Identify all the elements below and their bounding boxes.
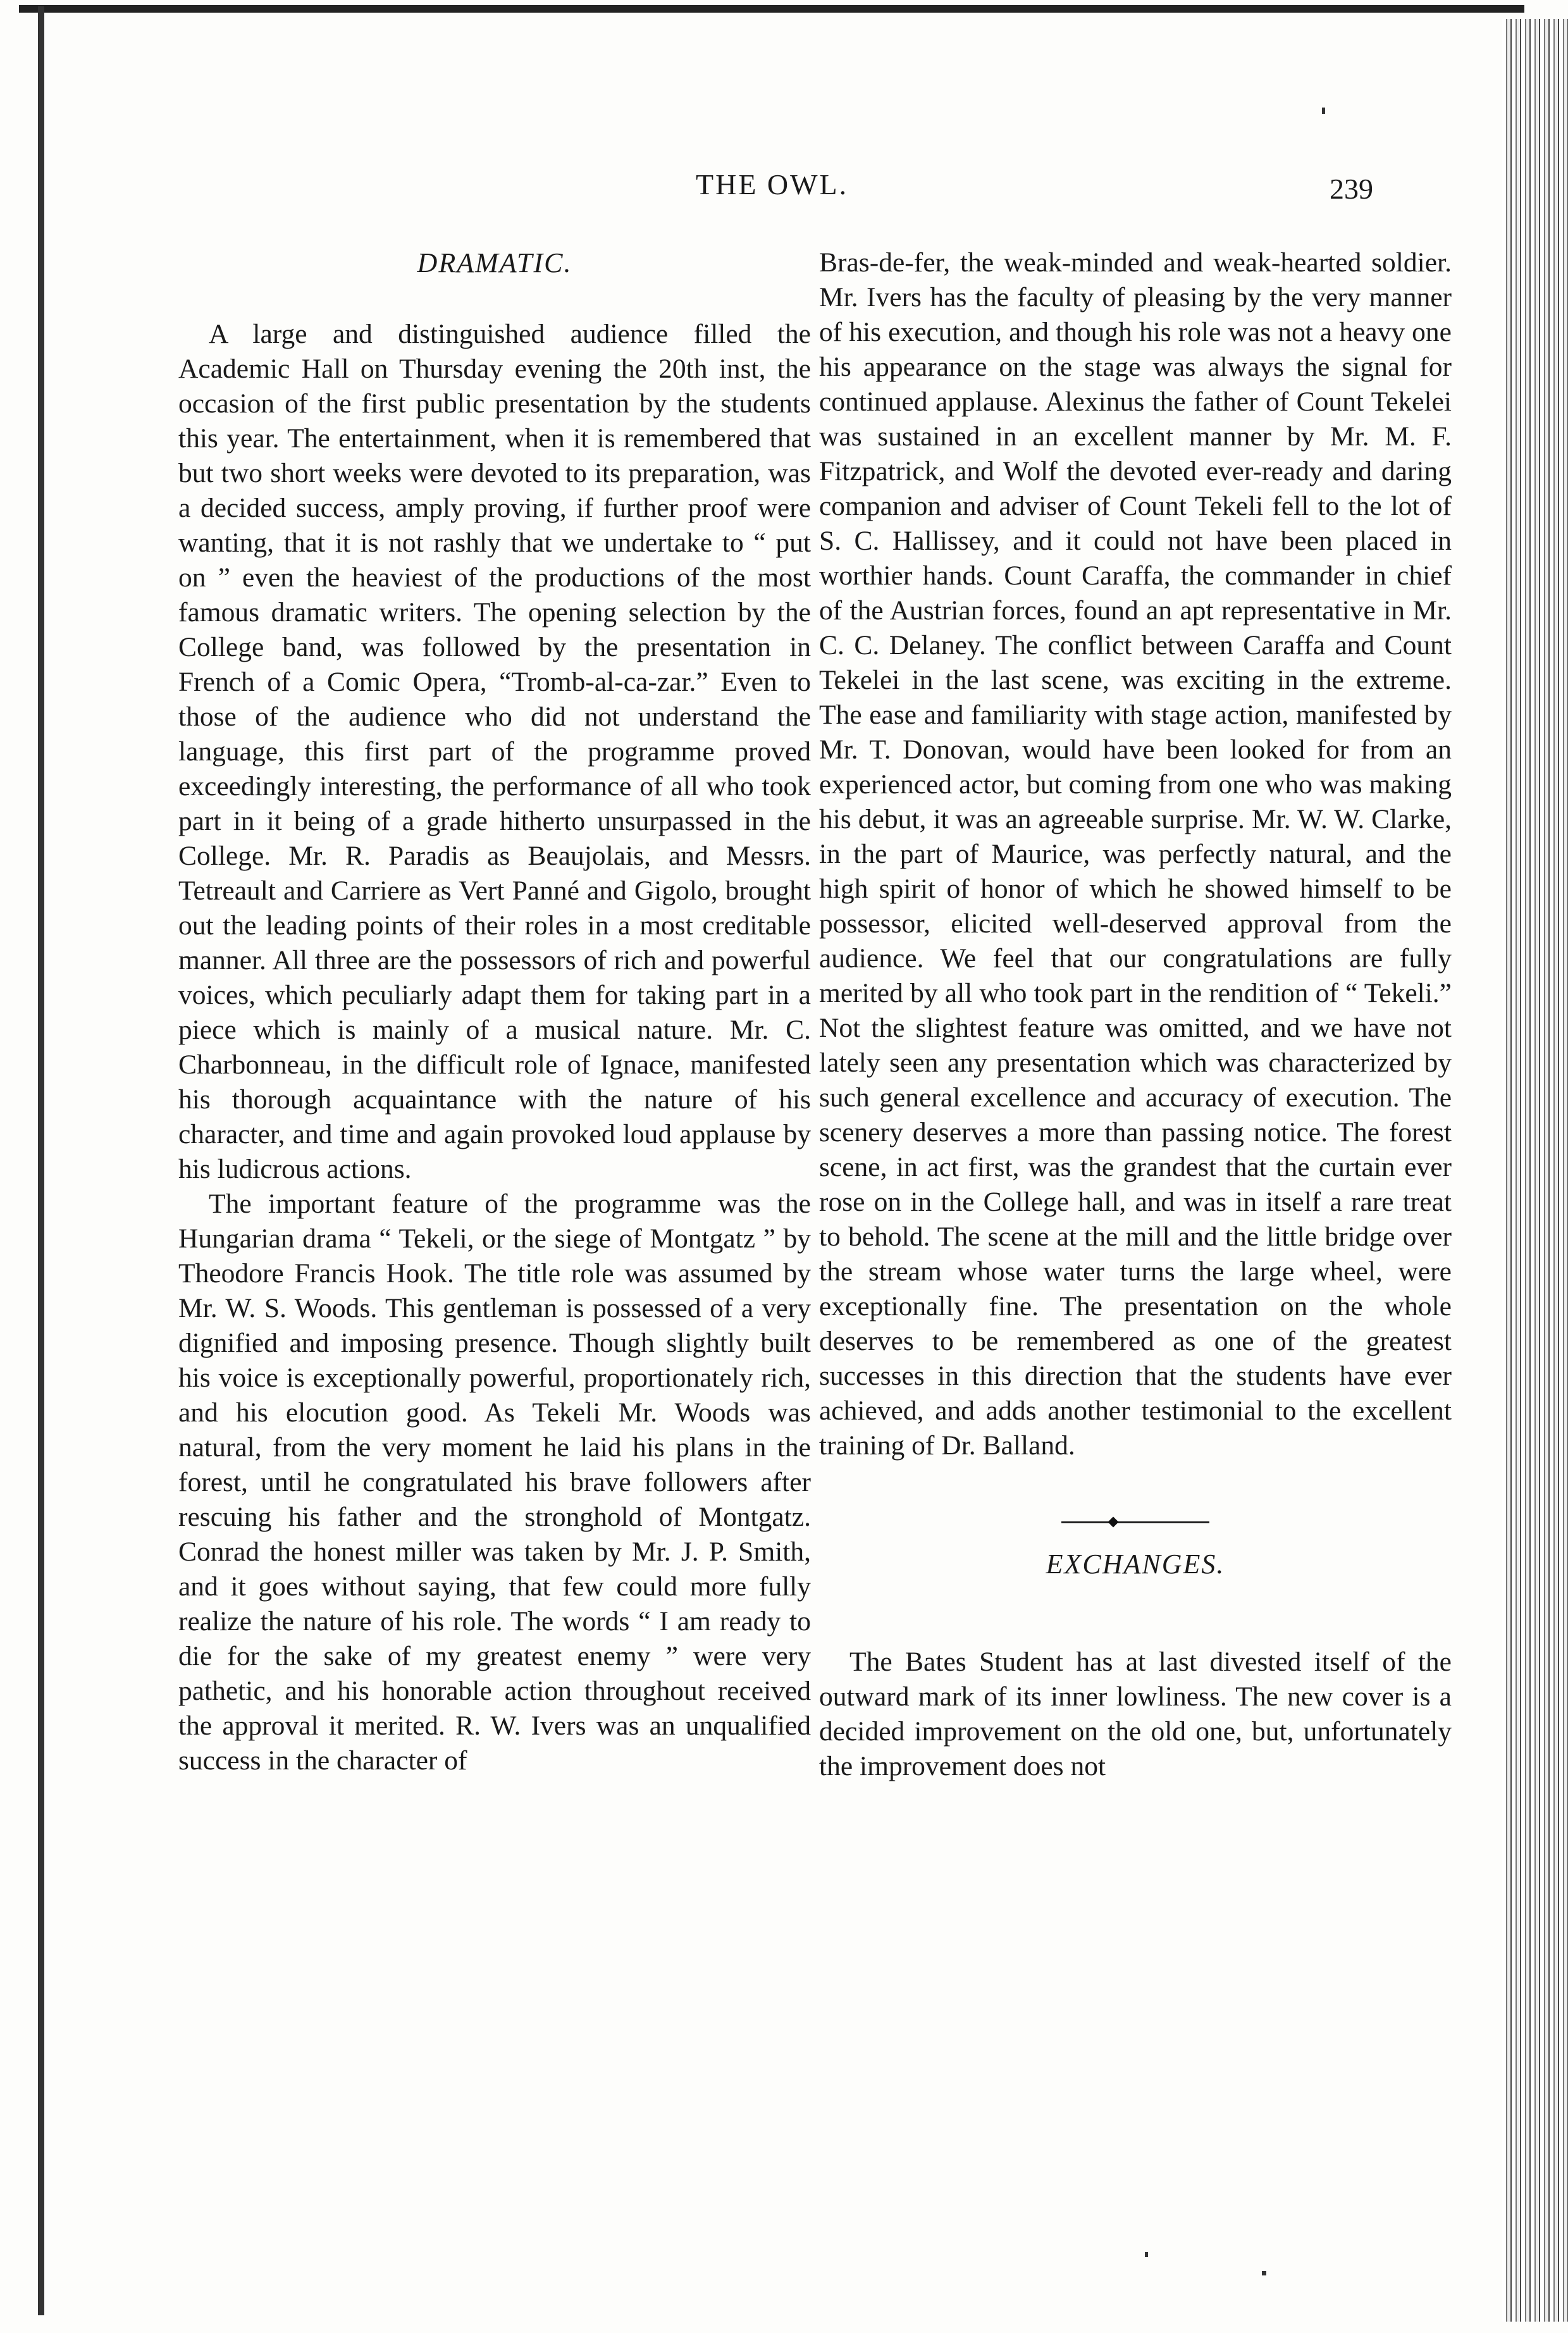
scan-speck <box>1322 108 1325 114</box>
section-title-exchanges: EXCHANGES. <box>1046 1549 1225 1580</box>
section-title-dramatic: DRAMATIC. <box>417 247 572 278</box>
scan-speck <box>1262 2271 1266 2275</box>
section-divider-ornament <box>819 1502 1452 1518</box>
paragraph: Bras-de-fer, the weak-minded and weak-hearted soldier. Mr. Ivers has the faculty of pleasing by the very manner of his execution, and though his role was not a heavy one his appearance on the stage was always the signal for continued applause. Alexinus the father of Count Tekelei was sustained in an excellent manner by Mr. M. F. Fitzpatrick, and Wolf the devoted ever-ready and daring companion and adviser of Count Tekeli fell to the lot of S. C. Hallissey, and it could not have been placed in worthier hands. Count Caraffa, the commander in chief of the Austrian forces, found an apt representative in Mr. C. C. Delaney. The conflict between Caraffa and Count Tekelei in the last scene, was exciting in the extreme. The ease and familiarity with stage action, manifested by Mr. T. Donovan, would have been looked for from an experienced actor, but coming from one who was making his debut, it was an agreeable surprise. Mr. W. W. Clarke, in the part of Maurice, was perfectly natural, and the high spirit of honor of which he showed himself to be possessor, elicited well-deserved approval from the audience. We feel that our congratulations are fully merited by all who took part in the rendition of “ Tekeli.” Not the slightest feature was omitted, and we have not lately seen any presentation which was characterized by such general excellence and accuracy of execution. The scenery deserves a more than passing notice. The forest scene, in act first, was the grandest that the curtain ever rose on in the College hall, and was in itself a rare treat to behold. The scene at the mill and the little bridge over the stream whose water turns the large wheel, were exceptionally fine. The presentation on the whole deserves to be remembered as one of the greatest successes in this direction that the students have ever achieved, and adds another testimonial to the excellent training of Dr. Balland. <box>819 247 1452 1461</box>
paragraph: The Bates Student has at last divested itself of the outward mark of its inner lowliness. The new cover is a decided improvement on the old one, but, unfortunately the improvement does not <box>819 1647 1452 1781</box>
page-number: 239 <box>1330 173 1373 205</box>
left-column <box>178 245 811 1778</box>
paragraph: The important feature of the programme was the Hungarian drama “ Tekeli, or the siege of Montgatz ” by Theodore Francis Hook. The title role was assumed by Mr. W. S. Woods. This gentleman is possessed of a very dignified and imposing presence. Though slightly built his voice is exceptionally powerful, proportionately rich, and his elocution good. As Tekeli Mr. Woods was natural, from the very moment he laid his plans in the forest, until he congratulated his brave followers after rescuing his father and the stronghold of Montgatz. Conrad the honest miller was taken by Mr. J. P. Smith, and it goes without saying, that few could more fully realize the nature of his role. The words “ I am ready to die for the sake of my greatest enemy ” were very pathetic, and his honorable action throughout received the approval it merited. R. W. Ivers was an unqualified success in the character of <box>178 1189 811 1776</box>
page-border-top <box>19 5 1524 13</box>
scan-speck <box>1145 2252 1148 2257</box>
page-border-left <box>38 6 44 2315</box>
paragraph: A large and distinguished audience filled the Academic Hall on Thursday evening the 20th inst, the occasion of the first public presentation by the students this year. The entertainment, when it is remembered that but two short weeks were devoted to its preparation, was a decided success, amply proving, if further proof were wanting, that it is not rashly that we undertake to “ put on ” even the heaviest of the productions of the most famous dramatic writers. The opening selection by the College band, was followed by the presentation in French of a Comic Opera, “Tromb-al-ca-zar.” Even to those of the audience who did not understand the language, this first part of the programme proved exceedingly interesting, the performance of all who took part in it being of a grade hitherto unsurpassed in the College. Mr. R. Paradis as Beaujolais, and Messrs. Tetreault and Carriere as Vert Panné and Gigolo, brought out the leading points of their roles in a most creditable manner. All three are the possessors of rich and powerful voices, which peculiarly adapt them for taking part in a piece which is mainly of a musical nature. Mr. C. Charbonneau, in the difficult role of Ignace, manifested his thorough acquaintance with the nature of his character, and time and again provoked loud applause by his ludicrous actions. <box>178 319 811 1184</box>
right-column <box>819 245 1452 1784</box>
page-edge-right <box>1502 19 1568 2322</box>
running-title: THE OWL. <box>696 168 849 201</box>
